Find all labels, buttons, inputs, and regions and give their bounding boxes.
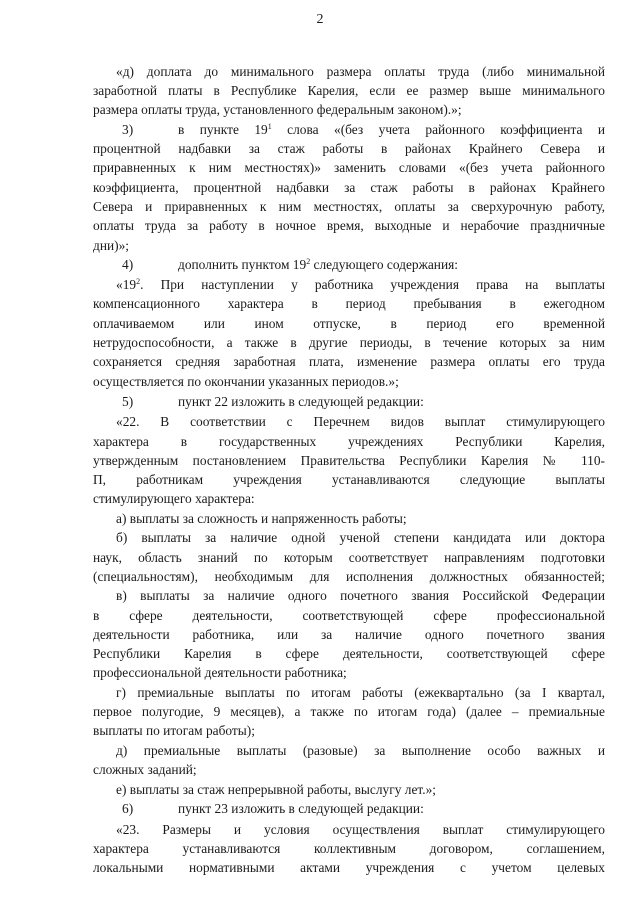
text-line: нетрудоспособности, а также в другие периоды, в течение которых за ним: [93, 335, 605, 350]
text-line: дни)»;: [93, 238, 130, 253]
text-line: локальными нормативными актами учреждения с учетом целевых: [93, 860, 605, 875]
text-line: [122, 392, 605, 411]
text-line: утвержденным постановлением Правительства Республики Карелия № 110-: [93, 453, 605, 468]
item-number: 5): [122, 394, 134, 409]
text-segment: дополнить пунктом 19: [178, 257, 307, 272]
text-segment: в пункте 19: [178, 122, 268, 137]
text-line: П, работникам учреждения устанавливаются следующие выплаты: [93, 472, 605, 487]
text-line: д) премиальные выплаты (разовые) за выполнение особо важных и: [116, 743, 605, 758]
text-line: г) премиальные выплаты по итогам работы (ежеквартально (за I квартал,: [116, 685, 605, 700]
text-line: осуществляется по окончании указанных периодов.»;: [93, 374, 399, 389]
text-segment: следующего содержания:: [310, 257, 459, 272]
text-line: оплачиваемом или ином отпуске, в период его временной: [93, 316, 605, 331]
text-segment: пункт 23 изложить в следующей редакции:: [178, 801, 424, 816]
text-line: первое полугодие, 9 месяцев), а также по итогам года) (далее – премиальные: [93, 704, 605, 719]
text-line: наук, область знаний по которым соответствует направлениям подготовки: [93, 550, 605, 565]
text-line: [116, 275, 605, 294]
text-line: характера устанавливаются коллективным договором, соглашением,: [93, 841, 605, 856]
text-line: сохраняется средняя заработная плата, изменение размера оплаты его труда: [93, 354, 605, 369]
text-line: профессиональной деятельности работника;: [93, 665, 347, 680]
text-line: заработной платы в Республике Карелия, если ее размер выше минимального: [93, 83, 605, 98]
item-number: 4): [122, 257, 134, 272]
text-line: «д) доплата до минимального размера оплаты труда (либо минимальной: [116, 64, 605, 79]
text-line: в сфере деятельности, соответствующей сфере профессиональной: [93, 608, 605, 623]
superscript: 1: [267, 122, 272, 131]
superscript: 2: [306, 257, 311, 266]
text-line: [122, 799, 605, 818]
text-line: [122, 255, 605, 274]
text-segment: слова «(без учета районного коэффициента и: [271, 122, 605, 137]
text-line: «23. Размеры и условия осуществления выплат стимулирующего: [116, 822, 605, 837]
text-line: характера в государственных учреждениях Республики Карелия,: [93, 434, 605, 449]
text-line: е) выплаты за стаж непрерывной работы, выслугу лет.»;: [116, 782, 437, 797]
item-number: 3): [122, 122, 134, 137]
text-line: оплаты труда за работу в ночное время, выходные и нерабочие праздничные: [93, 218, 605, 233]
text-line: а) выплаты за сложность и напряженность работы;: [116, 511, 407, 526]
item-number: 6): [122, 801, 134, 816]
text-line: сложных заданий;: [93, 762, 197, 777]
text-line: деятельности работника, или за наличие одного почетного звания: [93, 627, 605, 642]
text-line: (специальностям), необходимым для исполнения должностных обязанностей;: [93, 569, 605, 584]
text-line: [122, 120, 605, 139]
text-line: Республики Карелия в сфере деятельности, соответствующей сфере: [93, 646, 605, 661]
text-line: процентной надбавки за стаж работы в районах Крайнего Севера и: [93, 141, 605, 156]
text-segment: . При наступлении у работника учреждения права на выплаты: [140, 277, 605, 292]
text-line: компенсационного характера в период пребывания в ежегодном: [93, 296, 605, 311]
text-line: выплаты по итогам работы);: [93, 723, 255, 738]
text-segment: «19: [116, 277, 137, 292]
text-line: б) выплаты за наличие одной ученой степени кандидата или доктора: [116, 530, 605, 545]
text-line: размера оплаты труда, установленного федеральным законом).»;: [93, 102, 462, 117]
text-line: Севера и приравненных к ним местностях, оплаты за сверхурочную работу,: [93, 199, 605, 214]
text-line: в) выплаты за наличие одного почетного звания Российской Федерации: [116, 588, 605, 603]
superscript: 2: [136, 277, 141, 286]
text-line: приравненных к ним местностях)» заменить словами «(без учета районного: [93, 160, 605, 175]
text-line: стимулирующего характера:: [93, 491, 255, 506]
text-segment: пункт 22 изложить в следующей редакции:: [178, 394, 424, 409]
text-line: коэффициента, процентной надбавки за стаж работы в районах Крайнего: [93, 180, 605, 195]
text-line: «22. В соответствии с Перечнем видов выплат стимулирующего: [116, 414, 605, 429]
page-number: 2: [316, 12, 324, 27]
